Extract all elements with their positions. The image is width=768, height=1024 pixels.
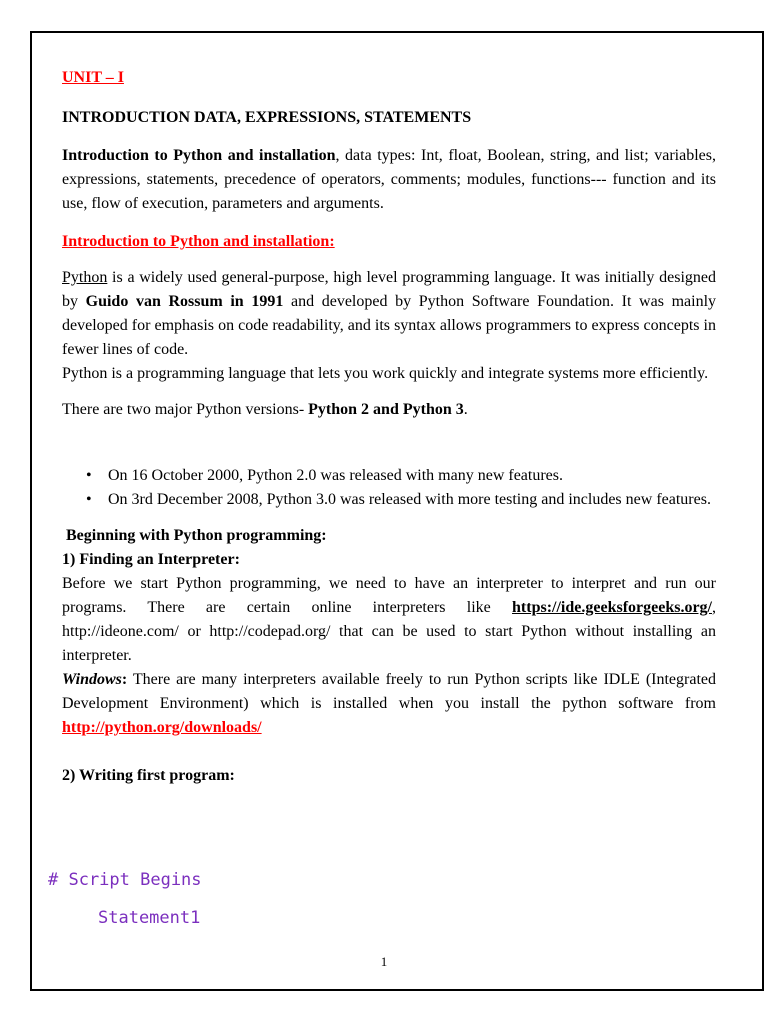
geeksforgeeks-link[interactable]: https://ide.geeksforgeeks.org/	[512, 599, 712, 616]
intro-paragraph: Python is a widely used general-purpose, high level programming language. It was initially designed by Guido van Rossum in 1991 and developed by Python Software Foundation. It was mainly developed for emphasis on code readability, and its syntax allows programmers to express concepts in fewer lines of code.	[62, 269, 717, 358]
code-comment-line: # Script Begins	[48, 870, 202, 890]
versions-paragraph: There are two major Python versions- Python 2 and Python 3.	[62, 401, 468, 418]
windows-label: Windows	[62, 671, 122, 688]
beginning-title: Beginning with Python programming:	[66, 527, 327, 544]
page-heading: INTRODUCTION DATA, EXPRESSIONS, STATEMENTS	[62, 109, 472, 126]
page-number: 1	[380, 954, 388, 969]
unit-label: UNIT – I	[62, 69, 124, 86]
bullet-icon: •	[86, 491, 92, 508]
list-item: • On 16 October 2000, Python 2.0 was released with many new features.	[108, 464, 716, 488]
syllabus-paragraph	[62, 144, 716, 216]
intro-line2: Python is a programming language that lets you work quickly and integrate systems more efficiently.	[62, 365, 709, 382]
document-body	[62, 60, 716, 788]
syllabus-rest: , data types: Int, float, Boolean, string, and list; variables, expressions, statements, precedence of operators, comments; modules, functions--- function and its use, flow of execution, parameters and arguments.	[62, 147, 716, 212]
python-word: Python	[62, 269, 108, 286]
syllabus-lead: Introduction to Python and installation	[62, 147, 336, 164]
windows-paragraph: Windows: There are many interpreters available freely to run Python scripts like IDLE (Integrated Development Environment) which is installed when you install the python software from http://python.org/downloads/	[62, 671, 716, 736]
python-downloads-link[interactable]: http://python.org/downloads/	[62, 719, 262, 736]
author-name: Guido van Rossum in 1991	[85, 293, 284, 310]
code-statement-line: Statement1	[98, 908, 201, 928]
list-item: • On 3rd December 2008, Python 3.0 was released with more testing and includes new features.	[108, 488, 716, 512]
step2-title: 2) Writing first program:	[62, 767, 235, 784]
release-list	[62, 464, 716, 512]
step1-title: 1) Finding an Interpreter:	[62, 551, 240, 568]
step1-paragraph: Before we start Python programming, we need to have an interpreter to interpret and run our programs. There are certain online interpreters like https://ide.geeksforgeeks.org/, http://ideone.com/ or http://codepad.org/ that can be used to start Python without installing an interpreter.	[62, 575, 716, 664]
bullet-icon: •	[86, 467, 92, 484]
section-title: Introduction to Python and installation:	[62, 233, 335, 250]
